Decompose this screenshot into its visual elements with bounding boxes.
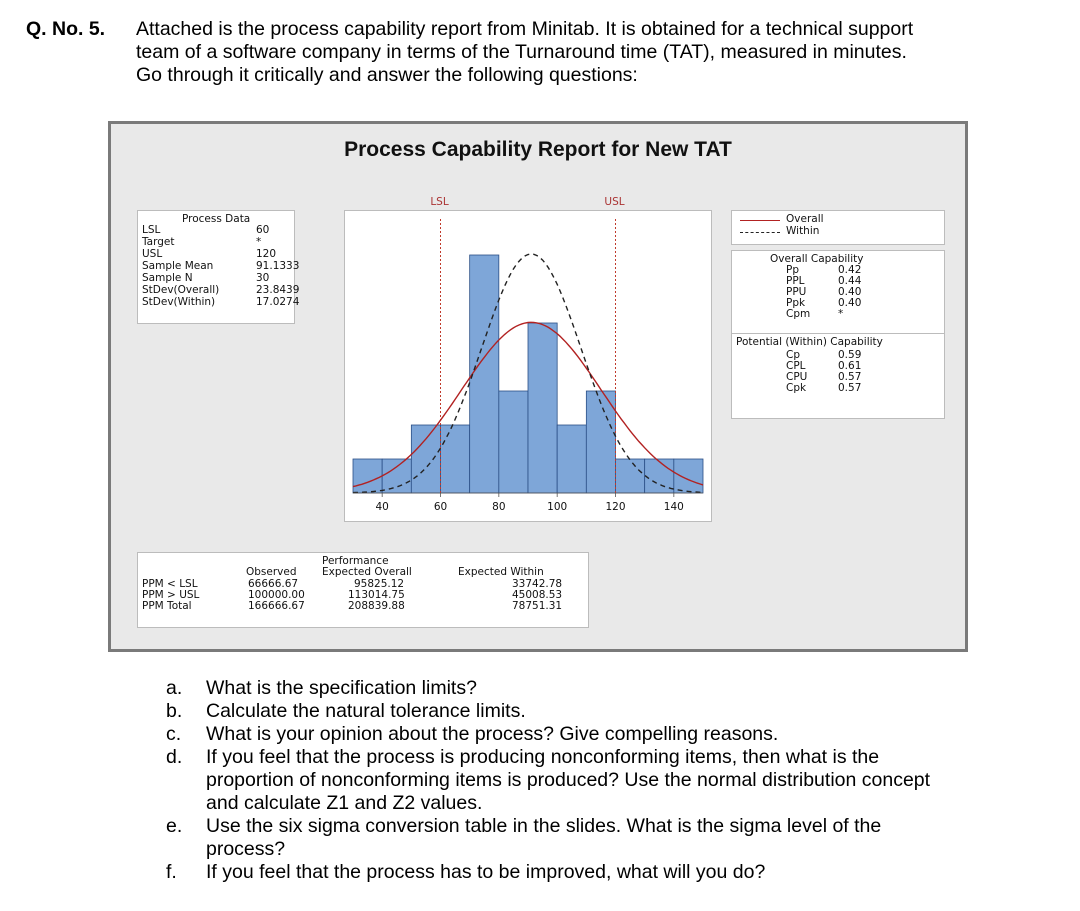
x-tick-label: 100 [547, 501, 568, 513]
item-label: a. [166, 677, 183, 699]
histogram-bar [616, 459, 645, 493]
process-data-label: USL [142, 248, 163, 260]
capability-label: CPU [786, 371, 808, 383]
process-data-value: 30 [256, 272, 270, 284]
list-item [166, 723, 1056, 746]
histogram-bar [382, 459, 411, 493]
capability-label: Cp [786, 349, 800, 361]
histogram-chart [345, 211, 711, 521]
capability-value: 0.42 [838, 264, 862, 276]
legend-overall-label: Overall [786, 213, 824, 225]
legend-within-line [740, 232, 780, 233]
performance-box [137, 552, 589, 628]
potential-capability-heading: Potential (Within) Capability [736, 336, 883, 348]
legend-box [731, 210, 945, 245]
capability-value: 0.59 [838, 349, 862, 361]
item-text: process? [206, 838, 286, 860]
x-tick-label: 140 [663, 501, 684, 513]
process-data-heading: Process Data [182, 213, 251, 225]
process-data-label: LSL [142, 224, 161, 236]
performance-cell: 45008.53 [512, 589, 563, 601]
histogram-bar [441, 425, 470, 493]
question-line: Attached is the process capability report from Minitab. It is obtained for a technical support [136, 18, 914, 40]
list-item [166, 700, 1056, 723]
question-items [166, 677, 1056, 884]
capability-value: * [838, 308, 844, 320]
x-tick-label: 60 [433, 501, 448, 513]
capability-report [108, 121, 968, 652]
capability-label: Cpk [786, 382, 807, 394]
item-text: Use the six sigma conversion table in the slides. What is the sigma level of the [206, 815, 882, 837]
histogram-bar [470, 255, 499, 493]
process-data-label: Sample N [142, 272, 193, 284]
capability-label: Cpm [786, 308, 811, 320]
process-data-box [137, 210, 300, 324]
capability-value: 0.57 [838, 371, 862, 383]
list-item [166, 861, 1056, 884]
list-item [166, 677, 1056, 700]
capability-value: 0.40 [838, 297, 862, 309]
capability-label: PPU [786, 286, 807, 298]
capability-label: Ppk [786, 297, 806, 309]
performance-col-header: Observed [246, 566, 297, 578]
performance-cell: 78751.31 [512, 600, 563, 612]
process-data-value: 60 [256, 224, 270, 236]
item-label: c. [166, 723, 182, 745]
item-text: If you feel that the process is producing nonconforming items, then what is the [206, 746, 880, 768]
item-text: What is your opinion about the process? Give compelling reasons. [206, 723, 779, 745]
performance-cell: 95825.12 [354, 578, 405, 590]
question-line: Go through it critically and answer the following questions: [136, 64, 638, 86]
process-data-value: 91.1333 [256, 260, 300, 272]
histogram-bar [674, 459, 703, 493]
process-data-value: 17.0274 [256, 296, 300, 308]
histogram-bar [557, 425, 586, 493]
x-tick-label: 40 [375, 501, 389, 513]
process-data-value: 120 [256, 248, 277, 260]
capability-box [731, 250, 945, 419]
performance-col-header: Expected Overall [322, 566, 412, 578]
performance-cell: 100000.00 [248, 589, 305, 601]
item-label: e. [166, 815, 183, 837]
capability-value: 0.40 [838, 286, 862, 298]
overall-capability-heading: Overall Capability [770, 253, 864, 265]
performance-row-label: PPM > USL [142, 589, 200, 601]
x-tick-label: 80 [492, 501, 506, 513]
spec-limit-label: USL [604, 196, 625, 208]
performance-cell: 113014.75 [348, 589, 405, 601]
process-data-label: StDev(Within) [142, 296, 216, 308]
capability-value: 0.61 [838, 360, 862, 372]
process-data-label: StDev(Overall) [142, 284, 220, 296]
list-item [166, 746, 1056, 815]
histogram-bar [499, 391, 528, 493]
capability-value: 0.44 [838, 275, 862, 287]
histogram-bar [353, 459, 382, 493]
performance-row-label: PPM < LSL [142, 578, 198, 590]
performance-cell: 33742.78 [512, 578, 563, 590]
question-line: team of a software company in terms of the Turnaround time (TAT), measured in minutes. [136, 41, 907, 63]
performance-col-header: Expected Within [458, 566, 544, 578]
performance-cell: 166666.67 [248, 600, 305, 612]
process-data-label: Sample Mean [142, 260, 214, 272]
performance-row-label: PPM Total [142, 600, 192, 612]
list-item [166, 815, 1056, 861]
performance-cell: 208839.88 [348, 600, 405, 612]
legend-within-label: Within [786, 225, 820, 237]
spec-limit-label: LSL [430, 196, 449, 208]
process-data-value: 23.8439 [256, 284, 300, 296]
histogram-bar [586, 391, 615, 493]
report-title: Process Capability Report for New TAT [344, 138, 732, 161]
item-text: and calculate Z1 and Z2 values. [206, 792, 483, 814]
legend-overall-line [740, 220, 780, 221]
capability-value: 0.57 [838, 382, 862, 394]
histogram-bar [528, 323, 557, 493]
capability-label: PPL [786, 275, 805, 287]
item-text: Calculate the natural tolerance limits. [206, 700, 526, 722]
item-label: d. [166, 746, 183, 768]
question-number: Q. No. 5. [26, 18, 106, 40]
performance-heading: Performance [322, 555, 389, 567]
item-text: If you feel that the process has to be improved, what will you do? [206, 861, 766, 883]
item-label: f. [166, 861, 177, 883]
capability-label: Pp [786, 264, 799, 276]
question-text [136, 18, 1056, 87]
item-label: b. [166, 700, 183, 722]
item-text: What is the specification limits? [206, 677, 477, 699]
process-data-label: Target [142, 236, 175, 248]
item-text: proportion of nonconforming items is produced? Use the normal distribution concept [206, 769, 931, 791]
histogram-bar [411, 425, 440, 493]
process-data-value: * [256, 236, 262, 248]
performance-cell: 66666.67 [248, 578, 299, 590]
capability-divider [732, 333, 944, 334]
histogram-plot [344, 210, 712, 522]
x-tick-label: 120 [605, 501, 626, 513]
capability-label: CPL [786, 360, 806, 372]
